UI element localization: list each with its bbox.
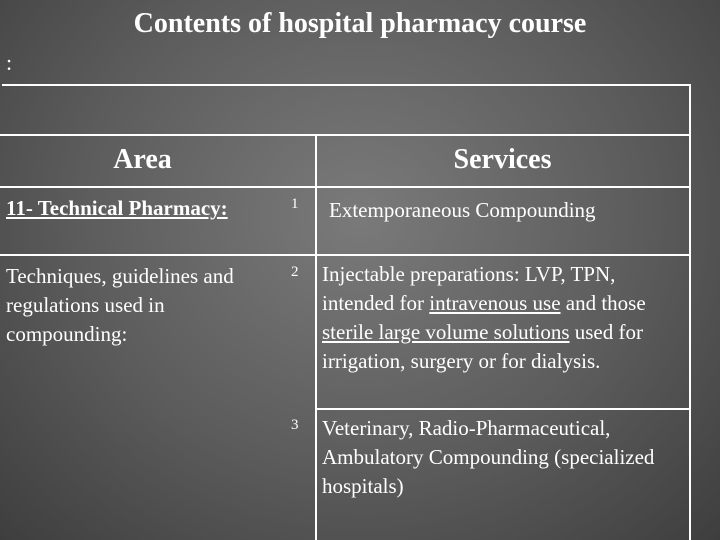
service-text-2-part: Injectable preparations: LVP, TPN, intended for xyxy=(322,262,616,315)
service-text-3 xyxy=(322,414,684,501)
header-services: Services xyxy=(453,144,552,175)
service-text-2-underlined: sterile large volume solutions xyxy=(322,320,570,344)
service-number-3: 3 xyxy=(291,417,299,433)
colon-mark: : xyxy=(6,50,13,75)
row-divider-3 xyxy=(315,408,691,410)
header-area: Area xyxy=(113,144,172,175)
service-text-1 xyxy=(329,196,691,225)
table-top-border xyxy=(2,84,691,86)
service-number-1: 1 xyxy=(291,196,299,212)
row-divider-1 xyxy=(0,186,691,188)
area-title: 11- Technical Pharmacy: xyxy=(6,196,228,220)
slide-title: Contents of hospital pharmacy course xyxy=(133,8,587,39)
service-text-2 xyxy=(322,260,684,376)
service-text-2-underlined: intravenous use xyxy=(429,291,561,315)
service-text-1-part: Extemporaneous Compounding xyxy=(329,198,596,222)
table-header-divider xyxy=(0,134,691,136)
service-text-2-part: and those xyxy=(560,291,646,315)
service-text-2-part: used for irrigation, surgery or for dialysis. xyxy=(322,320,643,373)
row-divider-2 xyxy=(0,254,691,256)
area-description: Techniques, guidelines and regulations used in compounding: xyxy=(6,264,234,346)
service-text-3-part: Veterinary, Radio-Pharmaceutical, Ambulatory Compounding (specialized hospitals) xyxy=(322,416,655,498)
column-divider-services xyxy=(315,134,317,540)
service-number-2: 2 xyxy=(291,264,299,280)
